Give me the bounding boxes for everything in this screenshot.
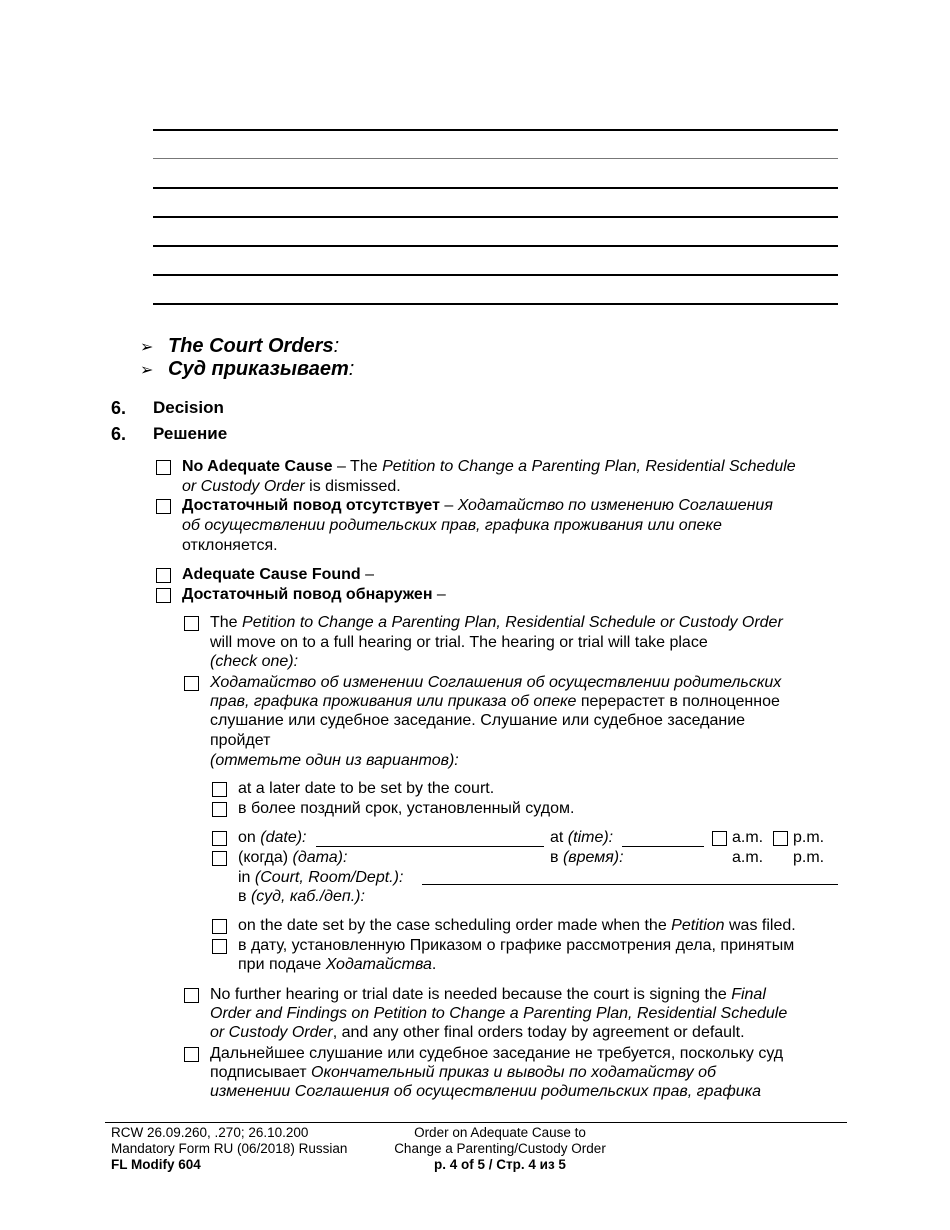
sched-ru-line2: при подаче Ходатайства. xyxy=(238,956,437,973)
no-further-ru-line3: изменении Соглашения об осуществлении родительских прав, графика xyxy=(210,1083,762,1100)
no-cause-ru-line1: Достаточный повод отсутствует – Ходатайство по изменению Соглашения xyxy=(182,497,773,514)
section-number: 6. xyxy=(111,398,127,418)
footer-title-1: Order on Adequate Cause to xyxy=(414,1125,586,1140)
footer-title-2: Change a Parenting/Custody Order xyxy=(394,1141,606,1156)
arrow-bullet-icon: ➢ xyxy=(140,362,154,379)
date-input[interactable] xyxy=(316,846,544,847)
move-on-ru-line5: (отметьте один из вариантов): xyxy=(210,752,459,769)
sched-ru-line1: в дату, установленную Приказом о графике рассмотрения дела, принятым xyxy=(238,937,795,954)
later-date-ru-checkbox[interactable] xyxy=(212,802,227,817)
court-orders-ru: ➢ Суд приказывает: xyxy=(140,357,354,383)
move-on-en-line3: (check one): xyxy=(210,653,299,670)
section-title-en: Decision xyxy=(153,398,224,417)
no-adequate-cause-checkbox[interactable] xyxy=(156,460,171,475)
scheduling-order-ru-checkbox[interactable] xyxy=(212,939,227,954)
writing-line[interactable] xyxy=(153,245,838,247)
no-adequate-cause-ru-checkbox[interactable] xyxy=(156,499,171,514)
writing-line[interactable] xyxy=(153,303,838,305)
court-room-ru-label: в (суд, каб./деп.): xyxy=(238,888,365,905)
move-on-ru-line2: прав, графика проживания или приказа об опеке перерастет в полноценное xyxy=(210,693,780,710)
on-date-checkbox[interactable] xyxy=(212,831,227,846)
cause-found-ru: Достаточный повод обнаружен – xyxy=(182,586,446,603)
court-room-label: in (Court, Room/Dept.): xyxy=(238,869,404,886)
section-title-ru: Решение xyxy=(153,424,228,443)
section-number: 6. xyxy=(111,424,127,444)
no-further-hearing-checkbox[interactable] xyxy=(184,988,199,1003)
am-ru-label: a.m. xyxy=(732,849,764,866)
am-label: a.m. xyxy=(732,829,764,846)
cause-found-en: Adequate Cause Found – xyxy=(182,566,375,583)
no-cause-en-line2: or Custody Order is dismissed. xyxy=(182,478,401,495)
footer-page-number: p. 4 of 5 / Стр. 4 из 5 xyxy=(434,1157,566,1172)
move-on-ru-line1: Ходатайство об изменении Соглашения об осуществлении родительских xyxy=(210,674,782,691)
no-further-en-line2: Order and Findings on Petition to Change a Parenting Plan, Residential Schedule xyxy=(210,1005,788,1022)
arrow-bullet-icon: ➢ xyxy=(140,339,154,356)
no-cause-en-line1: No Adequate Cause – The Petition to Change a Parenting Plan, Residential Schedule xyxy=(182,458,796,475)
pm-ru-label: p.m. xyxy=(793,849,825,866)
on-date-ru-checkbox[interactable] xyxy=(212,851,227,866)
footer-divider xyxy=(105,1122,847,1123)
no-further-ru-line2: подписывает Окончательный приказ и выводы по ходатайству об xyxy=(210,1064,717,1081)
move-on-en-line2: will move on to a full hearing or trial. The hearing or trial will take place xyxy=(210,634,708,651)
footer-form: Mandatory Form RU (06/2018) Russian xyxy=(111,1141,348,1156)
writing-line[interactable] xyxy=(153,187,838,189)
writing-line[interactable] xyxy=(153,216,838,218)
move-on-en-line1: The Petition to Change a Parenting Plan, Residential Schedule or Custody Order xyxy=(210,614,783,631)
no-further-hearing-ru-checkbox[interactable] xyxy=(184,1047,199,1062)
at-time-ru-label: в (время): xyxy=(550,849,624,866)
sched-en: on the date set by the case scheduling order made when the Petition was filed. xyxy=(238,917,796,934)
move-on-ru-line3: слушание или судебное заседание. Слушание или судебное заседание xyxy=(210,712,746,729)
on-date-ru-label: (когда) (дата): xyxy=(238,849,348,866)
no-further-ru-line1: Дальнейшее слушание или судебное заседание не требуется, поскольку суд xyxy=(210,1045,784,1062)
court-orders-en: ➢ The Court Orders: xyxy=(140,334,339,360)
later-date-en: at a later date to be set by the court. xyxy=(238,780,495,797)
full-hearing-ru-checkbox[interactable] xyxy=(184,676,199,691)
later-date-ru: в более поздний срок, установленный судом. xyxy=(238,800,575,817)
no-cause-ru-line2: об осуществлении родительских прав, графика проживания или опеке xyxy=(182,517,722,534)
later-date-checkbox[interactable] xyxy=(212,782,227,797)
no-cause-ru-line3: отклоняется. xyxy=(182,537,278,554)
scheduling-order-checkbox[interactable] xyxy=(212,919,227,934)
no-further-en-line1: No further hearing or trial date is needed because the court is signing the Final xyxy=(210,986,766,1003)
full-hearing-checkbox[interactable] xyxy=(184,616,199,631)
adequate-cause-found-checkbox[interactable] xyxy=(156,568,171,583)
on-date-label: on (date): xyxy=(238,829,307,846)
footer-form-id: FL Modify 604 xyxy=(111,1157,201,1172)
footer-rcw: RCW 26.09.260, .270; 26.10.200 xyxy=(111,1125,309,1140)
am-checkbox[interactable] xyxy=(712,831,727,846)
writing-line[interactable] xyxy=(153,129,838,131)
pm-label: p.m. xyxy=(793,829,825,846)
court-room-input[interactable] xyxy=(422,884,838,885)
adequate-cause-found-ru-checkbox[interactable] xyxy=(156,588,171,603)
pm-checkbox[interactable] xyxy=(773,831,788,846)
time-input[interactable] xyxy=(622,846,704,847)
move-on-ru-line4: пройдет xyxy=(210,732,271,749)
no-further-en-line3: or Custody Order, and any other final orders today by agreement or default. xyxy=(210,1024,745,1041)
at-time-label: at (time): xyxy=(550,829,614,846)
writing-line[interactable] xyxy=(153,158,838,159)
writing-line[interactable] xyxy=(153,274,838,276)
